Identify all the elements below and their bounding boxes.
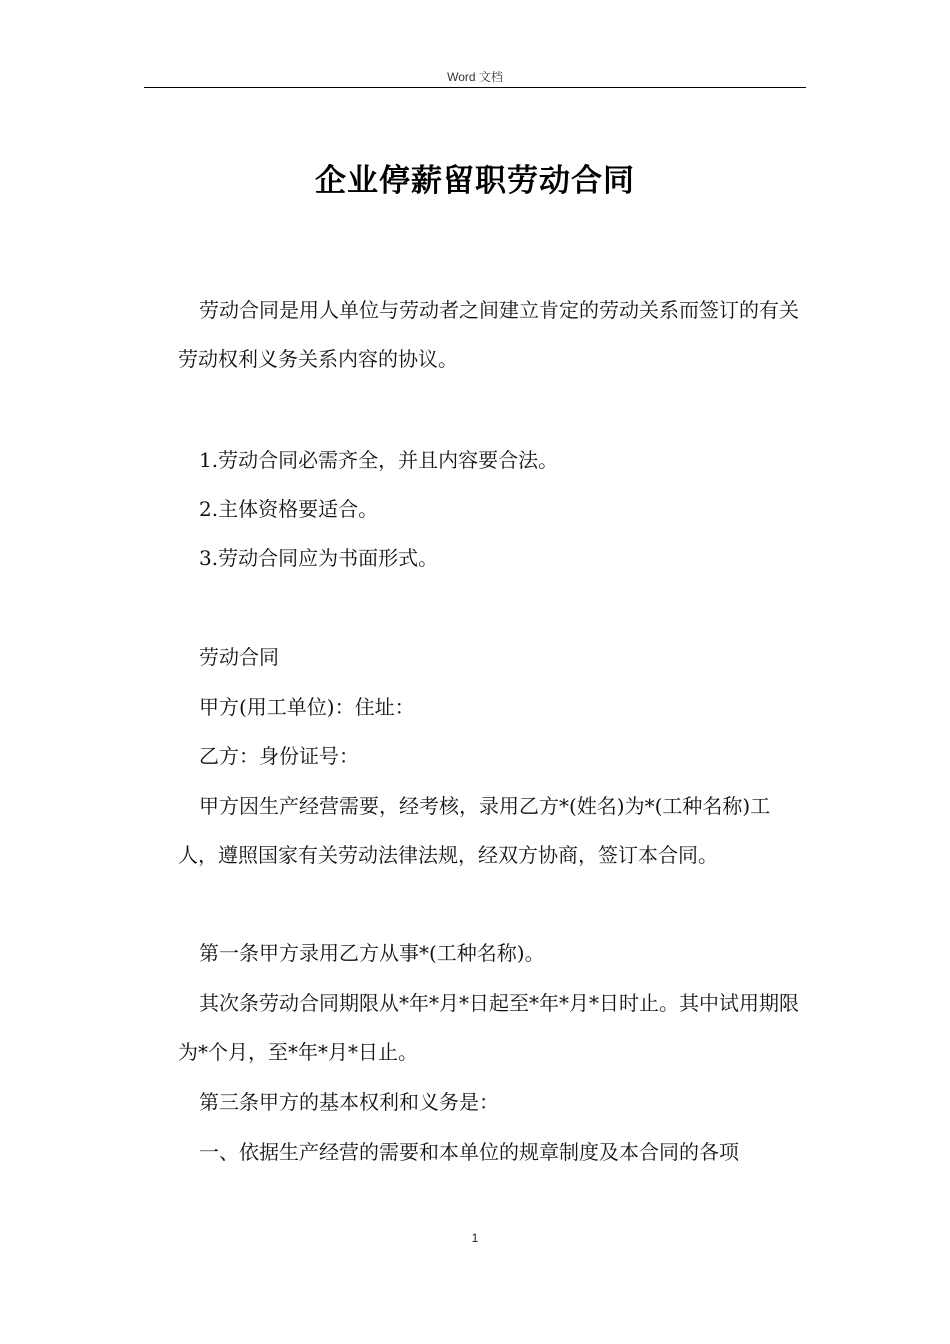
section-heading: 劳动合同 (199, 645, 279, 669)
page-header: Word 文档 (447, 70, 503, 84)
paragraph-intro: 劳动合同是用人单位与劳动者之间建立肯定的劳动关系而签订的有关劳动权利义务关系内容的协议。 (178, 298, 799, 371)
clause-1: 第一条甲方录用乙方从事*(工种名称)。 (199, 941, 545, 965)
paragraph-preamble: 甲方因生产经营需要，经考核，录用乙方*(姓名)为*(工种名称)工人，遵照国家有关劳动法律法规，经双方协商，签订本合同。 (178, 794, 771, 867)
document-title: 企业停薪留职劳动合同 (315, 163, 635, 199)
paragraph-item-2: 2.主体资格要适合。 (199, 497, 379, 521)
party-b-line: 乙方：身份证号： (199, 744, 359, 768)
page-number: 1 (471, 1231, 479, 1245)
clause-2: 其次条劳动合同期限从*年*月*日起至*年*月*日时止。其中试用期限为*个月，至*年*月*日止。 (178, 991, 799, 1064)
clause-3: 第三条甲方的基本权利和义务是： (199, 1090, 499, 1114)
header-divider (144, 87, 806, 88)
paragraph-item-1: 1.劳动合同必需齐全，并且内容要合法。 (199, 448, 559, 472)
paragraph-item-3: 3.劳动合同应为书面形式。 (199, 546, 439, 570)
clause-3-item-1: 一、依据生产经营的需要和本单位的规章制度及本合同的各项 (199, 1140, 739, 1164)
party-a-line: 甲方(用工单位)：住址： (199, 695, 415, 719)
